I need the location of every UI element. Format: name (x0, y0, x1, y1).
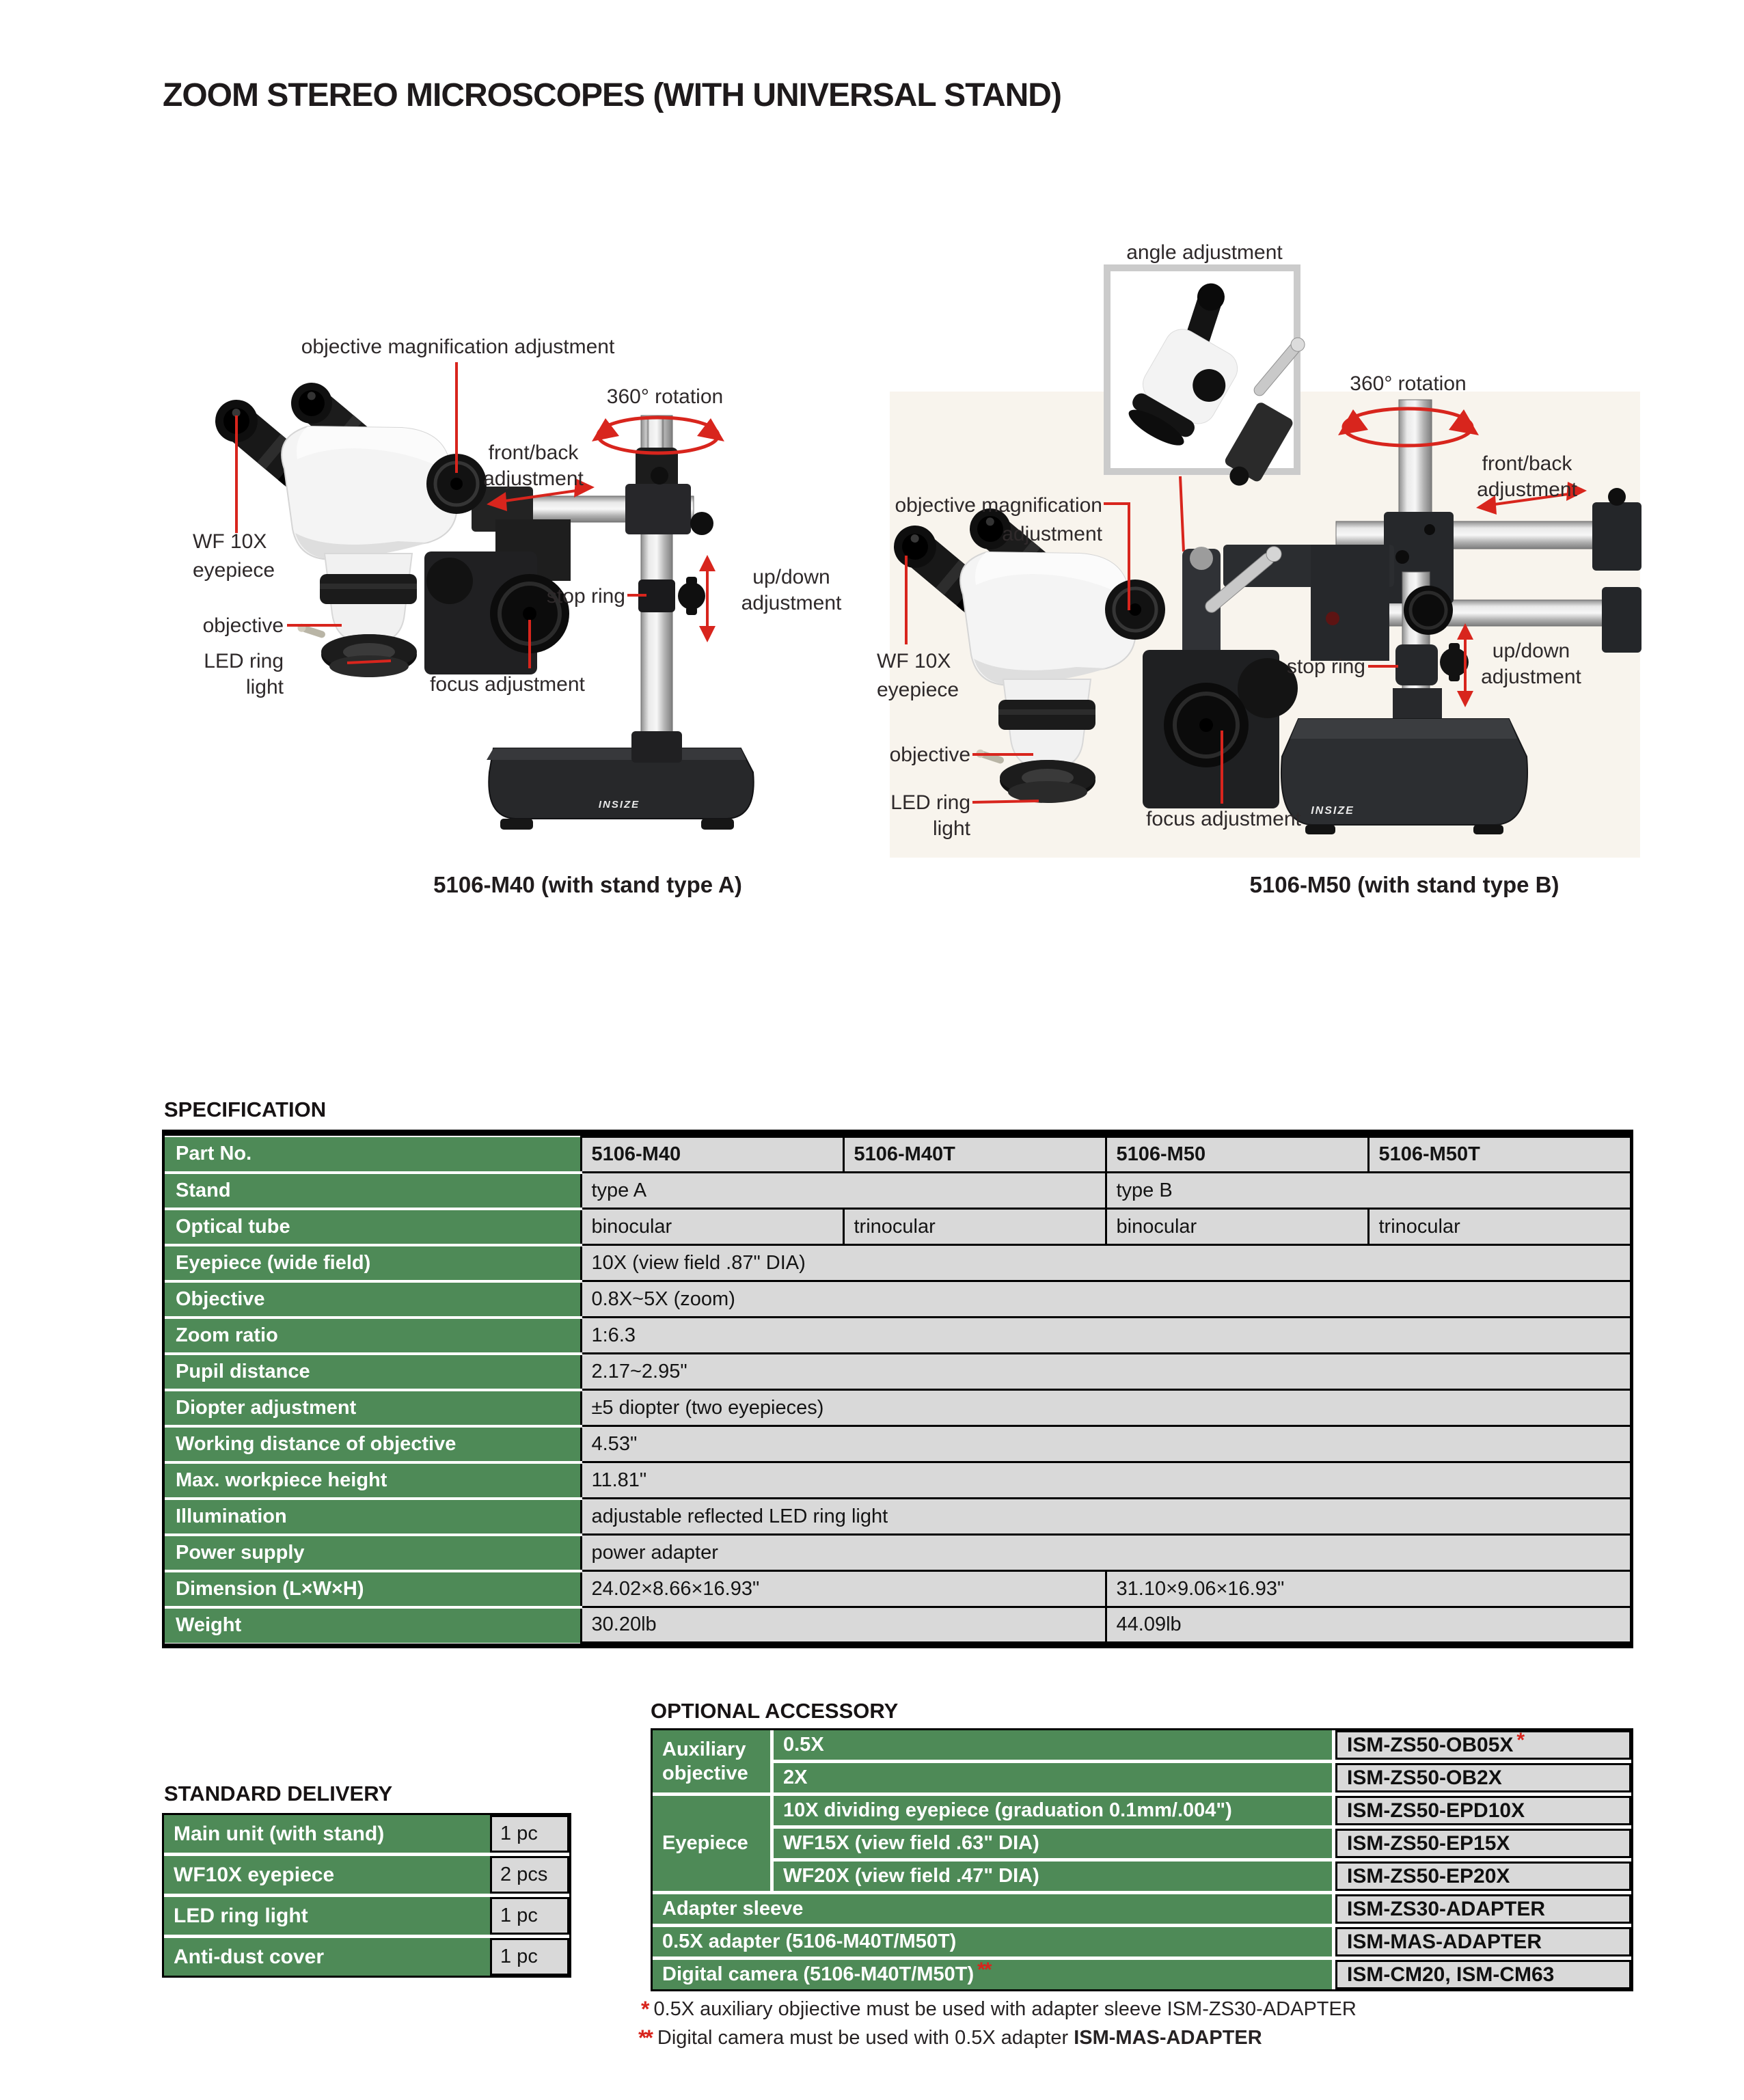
insize-logo: INSIZE (598, 799, 640, 810)
accessory-desc: 0.5X (774, 1730, 1332, 1760)
optional-accessory-heading: OPTIONAL ACCESSORY (651, 1699, 899, 1723)
table-row: Weight 30.20lb 44.09lb (165, 1607, 1631, 1643)
page-title: ZOOM STEREO MICROSCOPES (WITH UNIVERSAL STAND) (163, 77, 1061, 113)
table-row: Pupil distance 2.17~2.95" (165, 1354, 1631, 1390)
footnote-marker: ** (977, 1958, 991, 1981)
footnote-marker: * (1516, 1728, 1524, 1751)
accessory-desc: 2X (774, 1763, 1332, 1792)
stand-base (487, 731, 754, 830)
label-objective-magnification: objective magnification adjustment (895, 494, 1102, 545)
group-eyepiece: Eyepiece (653, 1796, 770, 1891)
table-row: Power supply power adapter (165, 1535, 1631, 1571)
table-row: Zoom ratio 1:6.3 (165, 1318, 1631, 1354)
caption-type-a: 5106-M40 (with stand type A) (433, 872, 742, 897)
accessory-part: ISM-ZS50-EP15X (1335, 1829, 1631, 1858)
angle-adjustment-inset (1107, 268, 1307, 495)
accessory-part: ISM-CM20, ISM-CM63 (1335, 1960, 1631, 1989)
footnote-1: * 0.5X auxiliary objiective must be used with adapter sleeve ISM-ZS30-ADAPTER (641, 1997, 1357, 2021)
table-row: Illumination adjustable reflected LED ring light (165, 1499, 1631, 1535)
label-up-down: up/down adjustment (1481, 640, 1581, 688)
accessory-desc: WF15X (view field .63" DIA) (774, 1829, 1332, 1858)
standard-delivery-heading: STANDARD DELIVERY (164, 1782, 393, 1805)
table-row: Part No. 5106-M40 5106-M40T 5106-M50 5106-M50T (165, 1137, 1631, 1173)
accessory-part: ISM-ZS50-EPD10X (1335, 1796, 1631, 1825)
standard-delivery-table (162, 1813, 571, 1978)
accessory-desc: 10X dividing eyepiece (graduation 0.1mm/.004") (774, 1796, 1332, 1825)
stop-ring-part (1395, 643, 1469, 685)
label-focus: focus adjustment (430, 673, 585, 696)
table-row: Working distance of objective 4.53" (165, 1426, 1631, 1462)
label-angle-adjustment: angle adjustment (1126, 241, 1283, 264)
label-objective: objective (202, 614, 284, 637)
table-row: Anti-dust cover 1 pc (164, 1938, 569, 1976)
table-row: WF10X eyepiece 2 pcs (164, 1856, 569, 1894)
label-focus: focus adjustment (1146, 808, 1301, 830)
accessory-part: ISM-MAS-ADAPTER (1335, 1927, 1631, 1956)
accessory-desc: WF20X (view field .47" DIA) (774, 1862, 1332, 1891)
table-row: Max. workpiece height 11.81" (165, 1462, 1631, 1499)
table-row: LED ring light 1 pc (164, 1897, 569, 1935)
label-led-ring: LED ring light (204, 650, 284, 698)
focus-assembly (1143, 650, 1298, 808)
label-wf-eyepiece: WF 10X eyepiece (877, 650, 959, 701)
table-row: Stand type A type B (165, 1173, 1631, 1209)
label-objective-magnification: objective magnification adjustment (301, 336, 615, 358)
insize-logo: INSIZE (1311, 805, 1354, 817)
table-row: Main unit (with stand) 1 pc (164, 1815, 569, 1853)
label-360-rotation: 360° rotation (1350, 372, 1467, 395)
label-360-rotation: 360° rotation (606, 385, 724, 408)
asterisk-icon: ** (638, 2026, 651, 2050)
caption-type-b: 5106-M50 (with stand type B) (1249, 872, 1559, 897)
table-row: Dimension (L×W×H) 24.02×8.66×16.93" 31.10×9.06×16.93" (165, 1571, 1631, 1607)
label-front-back: front/back adjustment (483, 441, 584, 490)
stop-ring-part (638, 577, 705, 615)
accessory-desc: Adapter sleeve (653, 1894, 1332, 1924)
label-stop-ring: stop ring (1286, 655, 1365, 678)
asterisk-icon: * (641, 1997, 648, 2021)
label-wf-eyepiece: WF 10X eyepiece (193, 530, 275, 582)
table-row: Diopter adjustment ±5 diopter (two eyepieces) (165, 1390, 1631, 1426)
table-row: Optical tube binocular trinocular binocular trinocular (165, 1209, 1631, 1245)
accessory-desc: 0.5X adapter (5106-M40T/M50T) (653, 1927, 1332, 1956)
footnote-2: ** Digital camera must be used with 0.5X adapter ISM-MAS-ADAPTER (638, 2026, 1262, 2050)
label-stop-ring: stop ring (546, 585, 625, 608)
accessory-part: ISM-ZS50-OB05X * (1335, 1730, 1631, 1760)
label-front-back: front/back adjustment (1477, 452, 1577, 501)
accessory-part: ISM-ZS50-EP20X (1335, 1862, 1631, 1891)
label-up-down: up/down adjustment (741, 566, 842, 614)
label-objective: objective (889, 744, 970, 766)
specification-table (162, 1130, 1633, 1648)
table-row: Objective 0.8X~5X (zoom) (165, 1281, 1631, 1318)
accessory-part: ISM-ZS50-OB2X (1335, 1763, 1631, 1792)
specification-heading: SPECIFICATION (164, 1097, 327, 1121)
optional-accessory-table (651, 1728, 1633, 1991)
accessory-part: ISM-ZS30-ADAPTER (1335, 1894, 1631, 1924)
label-led-ring: LED ring light (890, 791, 970, 840)
group-auxiliary-objective: Auxiliary objective (653, 1730, 770, 1792)
accessory-desc: Digital camera (5106-M40T/M50T) ** (653, 1960, 1332, 1989)
table-row: Eyepiece (wide field) 10X (view field .87" DIA) (165, 1245, 1631, 1281)
